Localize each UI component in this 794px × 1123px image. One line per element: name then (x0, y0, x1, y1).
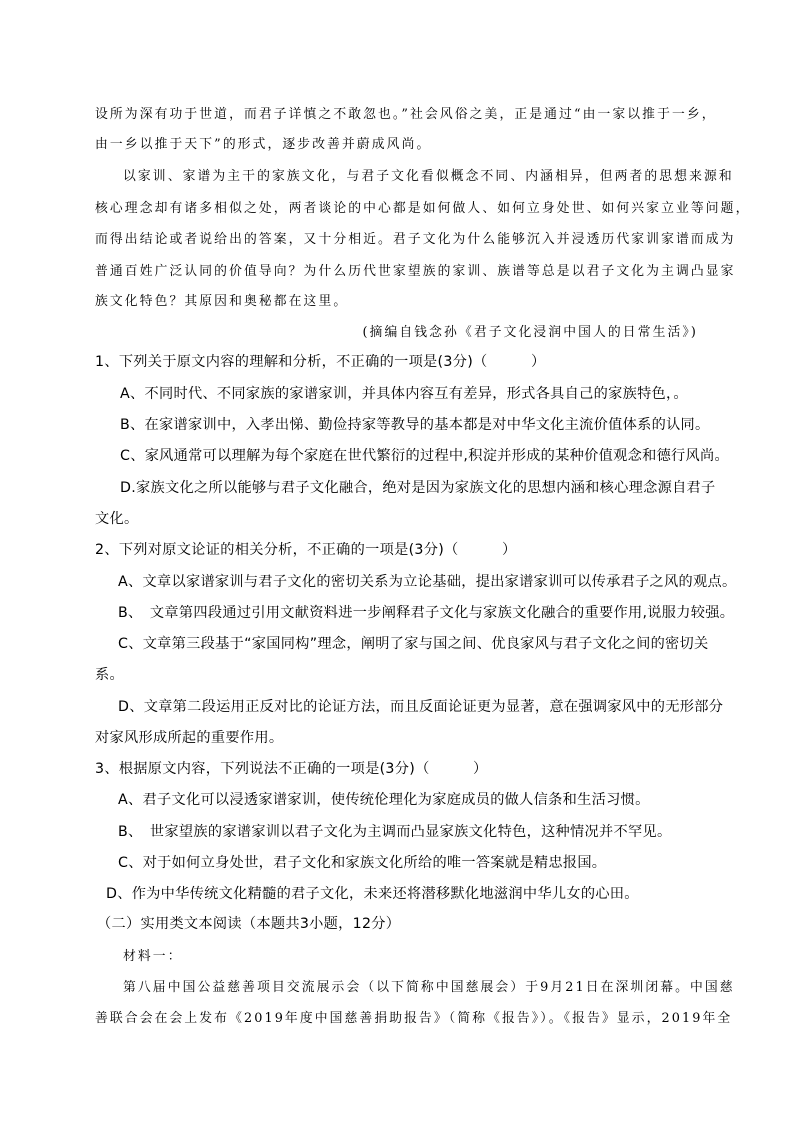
question-1-option-c: C、家风通常可以理解为每个家庭在世代繁衍的过程中,积淀并形成的某种价值观念和德行风尚。 (120, 448, 730, 464)
question-2-option-c: C、文章第三段基于“家国同构”理念，阐明了家与国之间、优良家风与君子文化之间的密切关 (118, 636, 709, 652)
question-3-option-b: B、 世家望族的家谱家训以君子文化为主调而凸显家族文化特色，这种情况并不罕见。 (118, 824, 672, 840)
passage-line: 而得出结论或者说给出的答案，又十分相近。君子文化为什么能够沉入并浸透历代家训家谱而成为 (95, 232, 736, 247)
passage-source: (摘编自钱念孙《君子文化浸润中国人的日常生活》) (362, 325, 698, 340)
question-1-option-b: B、在家谱家训中，入孝出悌、勤俭持家等教导的基本都是对中华文化主流价值体系的认同。 (120, 417, 710, 433)
question-3-stem: 3、根据原文内容，下列说法不正确的一项是(3分)（ ） (95, 761, 488, 777)
passage-line: 普通百姓广泛认同的价值导向？为什么历代世家望族的家训、族谱等总是以君子文化为主调凸显家 (95, 264, 736, 279)
question-3-option-c: C、对于如何立身处世，君子文化和家族文化所给的唯一答案就是精忠报国。 (118, 855, 607, 871)
question-2-option-a: A、文章以家谱家训与君子文化的密切关系为立论基础，提出家谱家训可以传承君子之风的观点。 (118, 574, 737, 590)
material-paragraph-start: 第八届中国公益慈善项目交流展示会（以下简称中国慈展会）于9月21日在深圳闭幕。中国慈 (123, 980, 735, 995)
passage-paragraph-start: 以家训、家谱为主干的家族文化，与君子文化看似概念不同、内涵相异，但两者的思想来源和 (123, 169, 734, 184)
passage-line: 核心理念却有诸多相似之处，两者谈论的中心都是如何做人、如何立身处世、如何兴家立业等问题， (95, 201, 751, 216)
question-2-stem: 2、下列对原文论证的相关分析，不正确的一项是(3分)（ ） (95, 542, 517, 558)
question-2-option-c-cont: 系。 (95, 667, 124, 683)
material-line: 善联合会在会上发布《2019年度中国慈善捐助报告》（简称《报告》）。《报告》显示，2019年全 (95, 1011, 733, 1026)
question-1-option-d-cont: 文化。 (95, 511, 139, 527)
passage-line: 由一乡以推于天下”的形式，逐步改善并蔚成风尚。 (95, 137, 432, 152)
question-2-option-b: B、 文章第四段通过引用文献资料进一步阐释君子文化与家族文化融合的重要作用,说服力较强。 (118, 605, 735, 621)
question-1-option-d: D.家族文化之所以能够与君子文化融合，绝对是因为家族文化的思想内涵和核心理念源自君子 (120, 480, 716, 496)
material-label: 材料一： (123, 949, 183, 964)
question-3-option-d: D、作为中华传统文化精髓的君子文化，未来还将潜移默化地滋润中华儿女的心田。 (106, 886, 639, 902)
question-2-option-d: D、文章第二段运用正反对比的论证方法，而且反面论证更为显著，意在强调家风中的无形部分 (118, 699, 724, 715)
question-1-option-a: A、不同时代、不同家族的家谱家训，并具体内容互有差异，形式各具自己的家族特色，。 (120, 386, 688, 402)
passage-line: 族文化特色？其原因和奥秘都在这里。 (95, 294, 349, 309)
section-heading: （二）实用类文本阅读（本题共3小题，12分） (97, 916, 401, 932)
passage-line: 设所为深有功于世道，而君子详慎之不敢忽也。”社会风俗之美，正是通过“由一家以推于一乡， (95, 107, 717, 122)
question-2-option-d-cont: 对家风形成所起的重要作用。 (95, 730, 284, 746)
question-1-stem: 1、下列关于原文内容的理解和分析，不正确的一项是(3分)（ ） (95, 354, 546, 370)
question-3-option-a: A、君子文化可以浸透家谱家训，使传统伦理化为家庭成员的做人信条和生活习惯。 (118, 792, 650, 808)
